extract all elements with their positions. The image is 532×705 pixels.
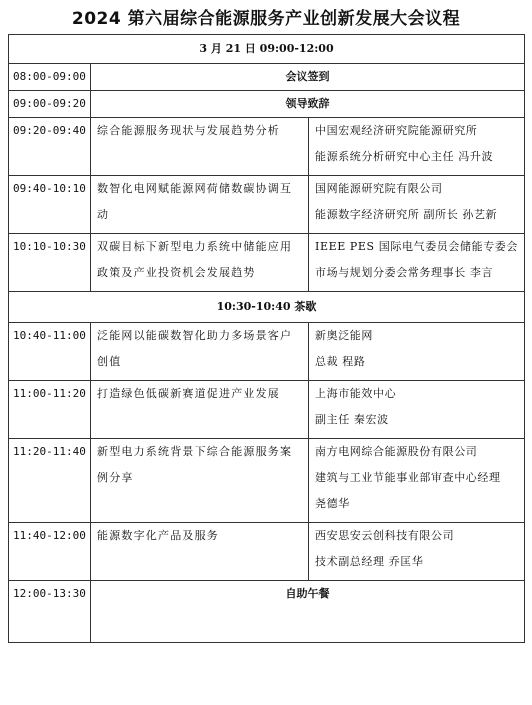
speaker-name: 能源数字经济研究所 副所长 孙艺新 (315, 208, 498, 221)
time-cell: 08:00-09:00 (9, 64, 91, 91)
speaker-org: IEEE PES 国际电气委员会储能专委会 (315, 240, 518, 253)
time-cell: 11:20-11:40 (9, 439, 91, 523)
speaker-cell (309, 439, 525, 523)
agenda-table (8, 34, 525, 643)
agenda-row (9, 234, 525, 292)
speaker-org: 上海市能效中心 (315, 387, 397, 400)
speaker-org: 国网能源研究院有限公司 (315, 182, 443, 195)
speaker-name: 尧德华 (315, 497, 350, 510)
speaker-org: 西安思安云创科技有限公司 (315, 529, 455, 542)
agenda-row (9, 381, 525, 439)
time-cell: 11:40-12:00 (9, 523, 91, 581)
agenda-row (9, 523, 525, 581)
topic-cell: 能源数字化产品及服务 (91, 523, 309, 581)
topic-cell: 双碳目标下新型电力系统中储能应用政策及产业投资机会发展趋势 (91, 234, 309, 292)
time-cell: 11:00-11:20 (9, 381, 91, 439)
date-header-row (9, 35, 525, 64)
topic-cell: 新型电力系统背景下综合能源服务案例分享 (91, 439, 309, 523)
tea-break: 10:30-10:40 茶歇 (9, 292, 525, 323)
time-cell: 09:00-09:20 (9, 91, 91, 118)
time-cell: 10:40-11:00 (9, 323, 91, 381)
agenda-row (9, 176, 525, 234)
agenda-row (9, 581, 525, 643)
speaker-org: 中国宏观经济研究院能源研究所 (315, 124, 478, 137)
speaker-title: 建筑与工业节能事业部审查中心经理 (315, 471, 501, 484)
speaker-name: 副主任 秦宏波 (315, 413, 389, 426)
speaker-cell (309, 523, 525, 581)
date-header: 3 月 21 日 09:00-12:00 (9, 35, 525, 64)
session-label: 会议签到 (91, 64, 525, 91)
speaker-name: 市场与规划分委会常务理事长 李言 (315, 266, 494, 279)
session-label: 领导致辞 (91, 91, 525, 118)
speaker-name: 能源系统分析研究中心主任 冯升波 (315, 150, 494, 163)
speaker-cell (309, 176, 525, 234)
speaker-cell (309, 118, 525, 176)
speaker-cell (309, 323, 525, 381)
time-cell: 12:00-13:30 (9, 581, 91, 643)
speaker-name: 总裁 程路 (315, 355, 366, 368)
agenda-row (9, 439, 525, 523)
session-label: 自助午餐 (91, 581, 525, 643)
topic-cell: 综合能源服务现状与发展趋势分析 (91, 118, 309, 176)
speaker-cell (309, 234, 525, 292)
speaker-cell (309, 381, 525, 439)
speaker-name: 技术副总经理 乔匡华 (315, 555, 424, 568)
speaker-org: 新奥泛能网 (315, 329, 373, 342)
break-row (9, 292, 525, 323)
time-cell: 09:20-09:40 (9, 118, 91, 176)
speaker-org: 南方电网综合能源股份有限公司 (315, 445, 478, 458)
page-title: 2024 第六届综合能源服务产业创新发展大会议程 (71, 9, 461, 29)
agenda-row (9, 64, 525, 91)
time-cell: 09:40-10:10 (9, 176, 91, 234)
topic-cell: 泛能网以能碳数智化助力多场景客户创值 (91, 323, 309, 381)
agenda-row (9, 118, 525, 176)
time-cell: 10:10-10:30 (9, 234, 91, 292)
topic-cell: 打造绿色低碳新赛道促进产业发展 (91, 381, 309, 439)
agenda-row (9, 323, 525, 381)
topic-cell: 数智化电网赋能源网荷储数碳协调互动 (91, 176, 309, 234)
agenda-row (9, 91, 525, 118)
